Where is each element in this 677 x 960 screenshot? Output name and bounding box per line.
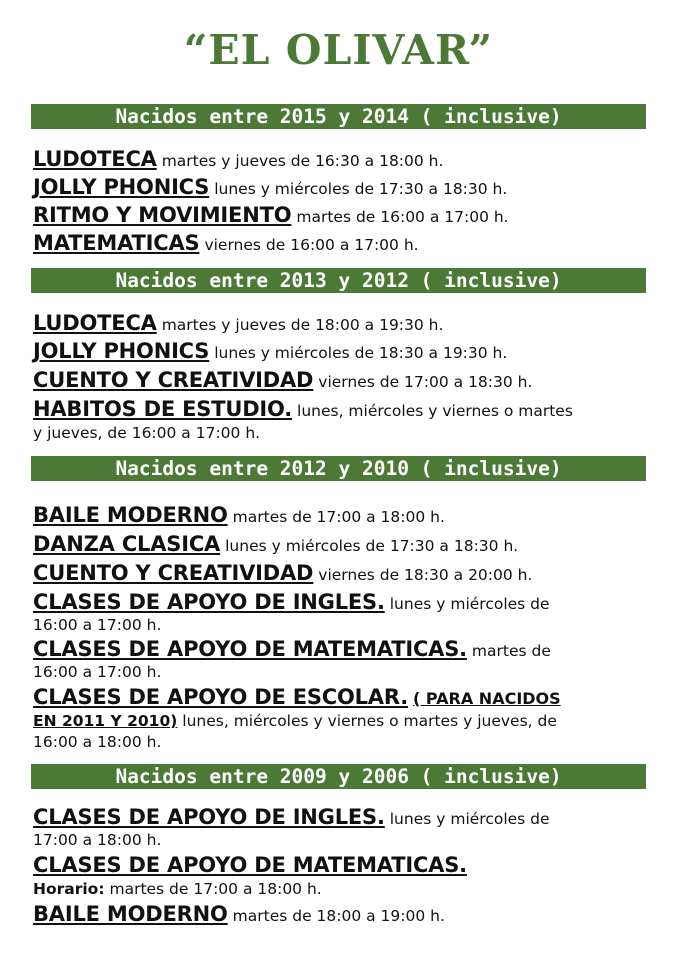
activity-schedule-continued: 16:00 a 18:00 h. bbox=[33, 733, 162, 751]
section-header-2009-2006: Nacidos entre 2009 y 2006 ( inclusive) bbox=[31, 764, 646, 789]
activity-schedule-continued: 16:00 a 17:00 h. bbox=[33, 663, 162, 681]
activity-schedule: martes de 18:00 a 19:00 h. bbox=[232, 907, 445, 925]
activity-name: CLASES DE APOYO DE MATEMATICAS. bbox=[33, 637, 467, 661]
activity-schedule: lunes, miércoles y viernes o martes bbox=[297, 402, 573, 420]
activity-name: LUDOTECA bbox=[33, 147, 157, 171]
activity-row bbox=[33, 175, 648, 201]
activity-schedule: viernes de 17:00 a 18:30 h. bbox=[318, 373, 533, 391]
activity-note-continued bbox=[33, 711, 648, 731]
section-header-2013-2012: Nacidos entre 2013 y 2012 ( inclusive) bbox=[31, 268, 646, 293]
activity-row bbox=[33, 231, 648, 257]
activity-schedule: martes de 17:00 a 18:00 h. bbox=[232, 508, 445, 526]
activity-row bbox=[33, 902, 648, 928]
activity-schedule: viernes de 18:30 a 20:00 h. bbox=[318, 566, 533, 584]
activity-row bbox=[33, 805, 648, 831]
activity-name: BAILE MODERNO bbox=[33, 503, 228, 527]
activity-schedule-continued: 16:00 a 17:00 h. bbox=[33, 616, 162, 634]
activity-name: JOLLY PHONICS bbox=[33, 339, 210, 363]
activity-row bbox=[33, 532, 648, 558]
activity-schedule: martes y jueves de 16:30 a 18:00 h. bbox=[161, 152, 444, 170]
activity-name: CUENTO Y CREATIVIDAD bbox=[33, 561, 314, 585]
activity-schedule: lunes y miércoles de bbox=[389, 810, 550, 828]
activity-name: CLASES DE APOYO DE MATEMATICAS. bbox=[33, 853, 467, 877]
activity-row bbox=[33, 590, 648, 616]
activity-note-line-2: EN 2011 Y 2010) bbox=[33, 712, 178, 730]
activity-name: LUDOTECA bbox=[33, 311, 157, 335]
activity-row bbox=[33, 685, 648, 711]
page-title: “EL OLIVAR” bbox=[183, 26, 494, 74]
activity-name: JOLLY PHONICS bbox=[33, 175, 210, 199]
activity-row bbox=[33, 853, 648, 879]
activity-row bbox=[33, 561, 648, 587]
activity-schedule: viernes de 16:00 a 17:00 h. bbox=[204, 236, 419, 254]
activity-name: MATEMATICAS bbox=[33, 231, 200, 255]
activity-schedule-row bbox=[33, 879, 648, 899]
activity-schedule: lunes y miércoles de 17:30 a 18:30 h. bbox=[225, 537, 519, 555]
schedule-label: Horario: bbox=[33, 880, 105, 898]
activity-row bbox=[33, 203, 648, 229]
activity-name: HABITOS DE ESTUDIO. bbox=[33, 397, 293, 421]
activity-schedule: martes y jueves de 18:00 a 19:30 h. bbox=[161, 316, 444, 334]
activity-schedule: lunes, miércoles y viernes o martes y jueves, de bbox=[182, 712, 557, 730]
activity-schedule: lunes y miércoles de 18:30 a 19:30 h. bbox=[214, 344, 508, 362]
activity-schedule-continued: y jueves, de 16:00 a 17:00 h. bbox=[33, 424, 261, 442]
activity-name: BAILE MODERNO bbox=[33, 902, 228, 926]
activity-schedule: martes de 16:00 a 17:00 h. bbox=[296, 208, 509, 226]
activity-name: CUENTO Y CREATIVIDAD bbox=[33, 368, 314, 392]
section-header-2012-2010: Nacidos entre 2012 y 2010 ( inclusive) bbox=[31, 456, 646, 481]
activity-row bbox=[33, 637, 648, 663]
activity-name: CLASES DE APOYO DE INGLES. bbox=[33, 590, 385, 614]
activity-row bbox=[33, 311, 648, 337]
section-header-2015-2014: Nacidos entre 2015 y 2014 ( inclusive) bbox=[31, 104, 646, 129]
activity-name: CLASES DE APOYO DE INGLES. bbox=[33, 805, 385, 829]
activity-schedule: martes de bbox=[471, 642, 551, 660]
activity-schedule: lunes y miércoles de 17:30 a 18:30 h. bbox=[214, 180, 508, 198]
activity-row bbox=[33, 503, 648, 529]
activity-row bbox=[33, 368, 648, 394]
activity-schedule: lunes y miércoles de bbox=[389, 595, 550, 613]
activity-row bbox=[33, 397, 648, 423]
activity-schedule-continued: 17:00 a 18:00 h. bbox=[33, 831, 162, 849]
activity-row bbox=[33, 339, 648, 365]
activity-note: ( PARA NACIDOS bbox=[413, 689, 561, 708]
activity-schedule: martes de 17:00 a 18:00 h. bbox=[109, 880, 322, 898]
activity-name: RITMO Y MOVIMIENTO bbox=[33, 203, 292, 227]
activity-row bbox=[33, 147, 648, 173]
activity-name: CLASES DE APOYO DE ESCOLAR. bbox=[33, 685, 408, 709]
activity-name: DANZA CLASICA bbox=[33, 532, 221, 556]
